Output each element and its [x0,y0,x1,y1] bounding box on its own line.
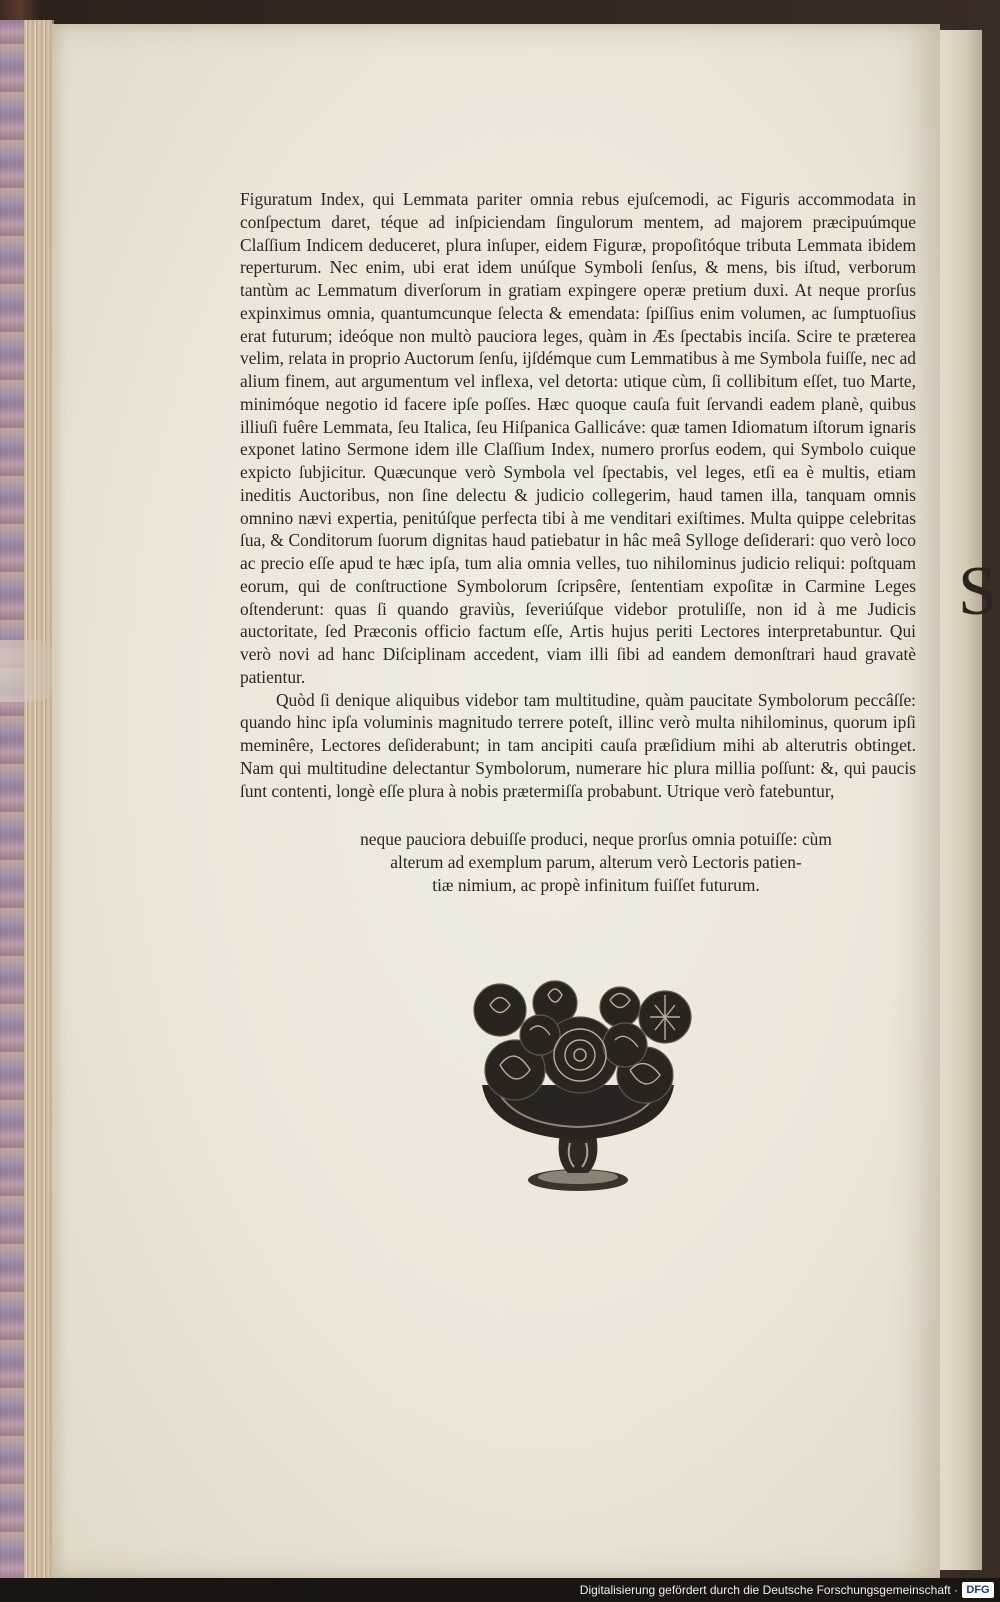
paragraph-2: Quòd ſi denique aliquibus videbor tam multitudine, quàm paucitate Symbolorum peccâſſe: quando hinc ipſa voluminis magnitudo terrere poteſt, illinc verò multa nihilominus, quorum ipſi meminêre, Lectores deſiderabunt; in tam ancipiti cauſa præſidium mihi ab alterutris obtinget. Nam qui multitudine delectantur Symbolorum, numerare hic plura millia poſſunt: &, qui paucis ſunt contenti, longè eſſe plura à nobis prætermiſſa probabunt. Utrique verò fatebuntur, [240,689,916,801]
dfg-logo: DFG [962,1582,994,1598]
flower-vase-woodcut-icon [460,975,700,1205]
facing-page-letter: S [958,553,995,630]
book-edge-left [0,20,54,1580]
footer-bar [0,1578,1000,1602]
facing-page-edge [940,30,982,1570]
closing-lines [296,828,896,896]
closing-line-1: neque pauciora debuiſſe produci, neque prorſus omnia potuiſſe: cùm [360,829,832,849]
closing-line-3: tiæ nimium, ac propè infinitum fuiſſet futurum. [432,874,760,895]
paragraph-1: Figuratum Index, qui Lemmata pariter omnia rebus ejuſcemodi, ac Figuris accommodata in conſpectum daret, téque ad inſpiciendam ſingulorum mentem, ad majorem præcipuúmque Claſſium Indicem deduceret, plura inſuper, eidem Figuræ, propoſitóque tributa Lemmata ibidem reperturum. Nec enim, ubi erat idem unúſque Symboli ſenſus, & mens, bis iſtud, verborum tantùm ac Lemmatum diverſorum in gratiam expingere operæ pretium duxi. At neque prorſus expinximus omnia, quantumcunque ſelecta & emendata: ſpiſſius enim volumen, ac ſumptuoſius erat futurum; ideóque non multò pauciora leges, quàm in Æs ſpectabis inciſa. Scire te præterea velim, relata in proprio Auctorum ſenſu, ijſdémque cum Lemmatibus à me Symbola fuiſſe, nec ad alium finem, aut argumentum vel inflexa, vel detorta: utique cùm, ſi collibitum eſſet, tuo Marte, minimóque negotio id facere ipſe poſſes. Hæc quoque cauſa fuit ſervandi eadem planè, quibus illiuſi fuêre Lemmata, ſeu Italica, ſeu Hiſpanica Gallicáve: quæ tamen Idiomatum iſtorum ignaris exponet latino Sermone idem ille Claſſium Index, numero prorſus eodem, qui Symbolo cuique expicto ſubjicitur. Quæcunque verò Symbola vel ſpectabis, vel leges, etſi ea è multis, etiam ineditis Auctoribus, non ſine delectu & judicio collegerim, haud tamen illa, tanquam omnis omnino nævi expertia, penitúſque perfecta tibi à me venditari exiſtimes. Multa quippe celebritas ſua, & Conditorum ſuorum dignitas haud patiebatur in hâc meâ Sylloge deſiderari: quo verò loco ac precio eſſe apud te hæc ipſa, tum alia omnia velles, tuo nihilominus judicio reliqui: poſtquam eorum, qui de conſtructione Symbolorum ſcripsêre, ſententiam expoſitæ in Carmine Leges oſtenderunt: quas ſi quando graviùs, ſeveriúſque videbor protuliſſe, non id à me Judicis auctoritate, ſed Præconis officio factum eſſe, Artis hujus periti Lectores interpretabuntur. Qui verò novi ad hanc Diſciplinam accedent, viam illi ſibi ad eandem demonſtrari haud gravatè patientur. [240,189,916,687]
footer-credit: Digitalisierung gefördert durch die Deutsche Forschungsgemeinschaft · [579,1583,958,1597]
body-text [240,188,916,802]
closing-line-2: alterum ad exemplum parum, alterum verò Lectoris patien- [390,851,802,872]
